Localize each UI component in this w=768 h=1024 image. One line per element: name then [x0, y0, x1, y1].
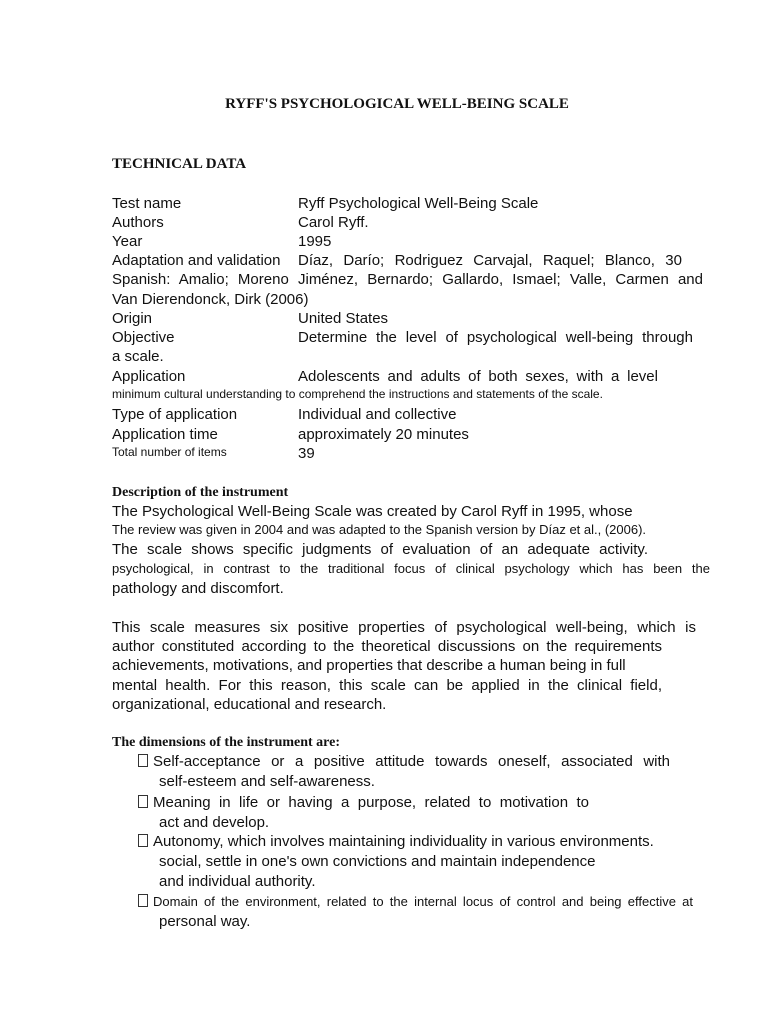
dimension-1-line-1 [138, 753, 670, 770]
bullet-box-icon [138, 894, 148, 907]
description-line-3: The scale shows specific judgments of evaluation of an adequate activity. [112, 541, 648, 558]
description-line-1: The Psychological Well-Being Scale was created by Carol Ryff in 1995, whose [112, 503, 633, 520]
application-line-2: minimum cultural understanding to comprehend the instructions and statements of the scale. [112, 387, 603, 401]
origin-label: Origin [112, 310, 153, 327]
application-time-value: approximately 20 minutes [298, 426, 469, 443]
authors-value: Carol Ryff. [298, 214, 369, 231]
year-label: Year [112, 233, 143, 250]
dimension-1-line-2: self-esteem and self-awareness. [159, 773, 375, 790]
bullet-box-icon [138, 834, 148, 847]
application-time-label: Application time [112, 426, 218, 443]
test-name-label: Test name [112, 195, 182, 212]
technical-data-heading: TECHNICAL DATA [112, 156, 247, 172]
page-title: RYFF'S PSYCHOLOGICAL WELL-BEING SCALE [225, 96, 569, 112]
total-items-value: 39 [298, 445, 315, 462]
bullet-box-icon [138, 795, 148, 808]
adaptation-value: Díaz, Darío; Rodriguez Carvajal, Raquel; Blanco, 30 [298, 252, 682, 269]
paragraph2-line-1: This scale measures six positive properties of psychological well-being, which is [112, 619, 696, 636]
adaptation-line-2: Spanish: Amalio; Moreno Jiménez, Bernardo; Gallardo, Ismael; Valle, Carmen and [112, 271, 703, 288]
paragraph2-line-5: organizational, educational and research. [112, 696, 387, 713]
type-of-application-label: Type of application [112, 406, 238, 423]
dimension-3-text: Autonomy, which involves maintaining individuality in various environments. [153, 833, 654, 850]
objective-value: Determine the level of psychological well-being through [298, 329, 693, 346]
dimension-3-line-2: social, settle in one's own convictions and maintain independence [159, 853, 596, 870]
dimension-2-line-2: act and develop. [159, 814, 270, 831]
origin-value: United States [298, 310, 389, 327]
dimension-2-text: Meaning in life or having a purpose, related to motivation to [153, 794, 589, 811]
dimension-2-line-1 [138, 794, 589, 811]
dimension-4-line-2: personal way. [159, 913, 251, 930]
type-of-application-value: Individual and collective [298, 406, 457, 423]
dimension-3-line-1 [138, 833, 654, 850]
dimension-4-line-1 [138, 894, 693, 909]
description-line-4: psychological, in contrast to the traditional focus of clinical psychology which has been the [112, 561, 710, 576]
year-value: 1995 [298, 233, 332, 250]
description-line-5: pathology and discomfort. [112, 580, 284, 597]
adaptation-label: Adaptation and validation [112, 252, 281, 269]
authors-label: Authors [112, 214, 164, 231]
test-name-value: Ryff Psychological Well-Being Scale [298, 195, 539, 212]
objective-label: Objective [112, 329, 175, 346]
description-heading: Description of the instrument [112, 485, 289, 500]
application-label: Application [112, 368, 186, 385]
objective-line-2: a scale. [112, 348, 164, 365]
paragraph2-line-4: mental health. For this reason, this scale can be applied in the clinical field, [112, 677, 662, 694]
bullet-box-icon [138, 754, 148, 767]
dimension-4-text: Domain of the environment, related to the internal locus of control and being effective at [153, 894, 693, 909]
paragraph2-line-3: achievements, motivations, and properties that describe a human being in full [112, 657, 626, 674]
total-items-label: Total number of items [112, 445, 227, 459]
application-value: Adolescents and adults of both sexes, with a level [298, 368, 658, 385]
dimension-3-line-3: and individual authority. [159, 873, 316, 890]
dimension-1-text: Self-acceptance or a positive attitude towards oneself, associated with [153, 753, 670, 770]
paragraph2-line-2: author constituted according to the theoretical discussions on the requirements [112, 638, 662, 655]
dimensions-heading: The dimensions of the instrument are: [112, 735, 341, 750]
description-line-2: The review was given in 2004 and was adapted to the Spanish version by Díaz et al., (2006). [112, 522, 647, 537]
adaptation-line-3: Van Dierendonck, Dirk (2006) [112, 291, 309, 308]
